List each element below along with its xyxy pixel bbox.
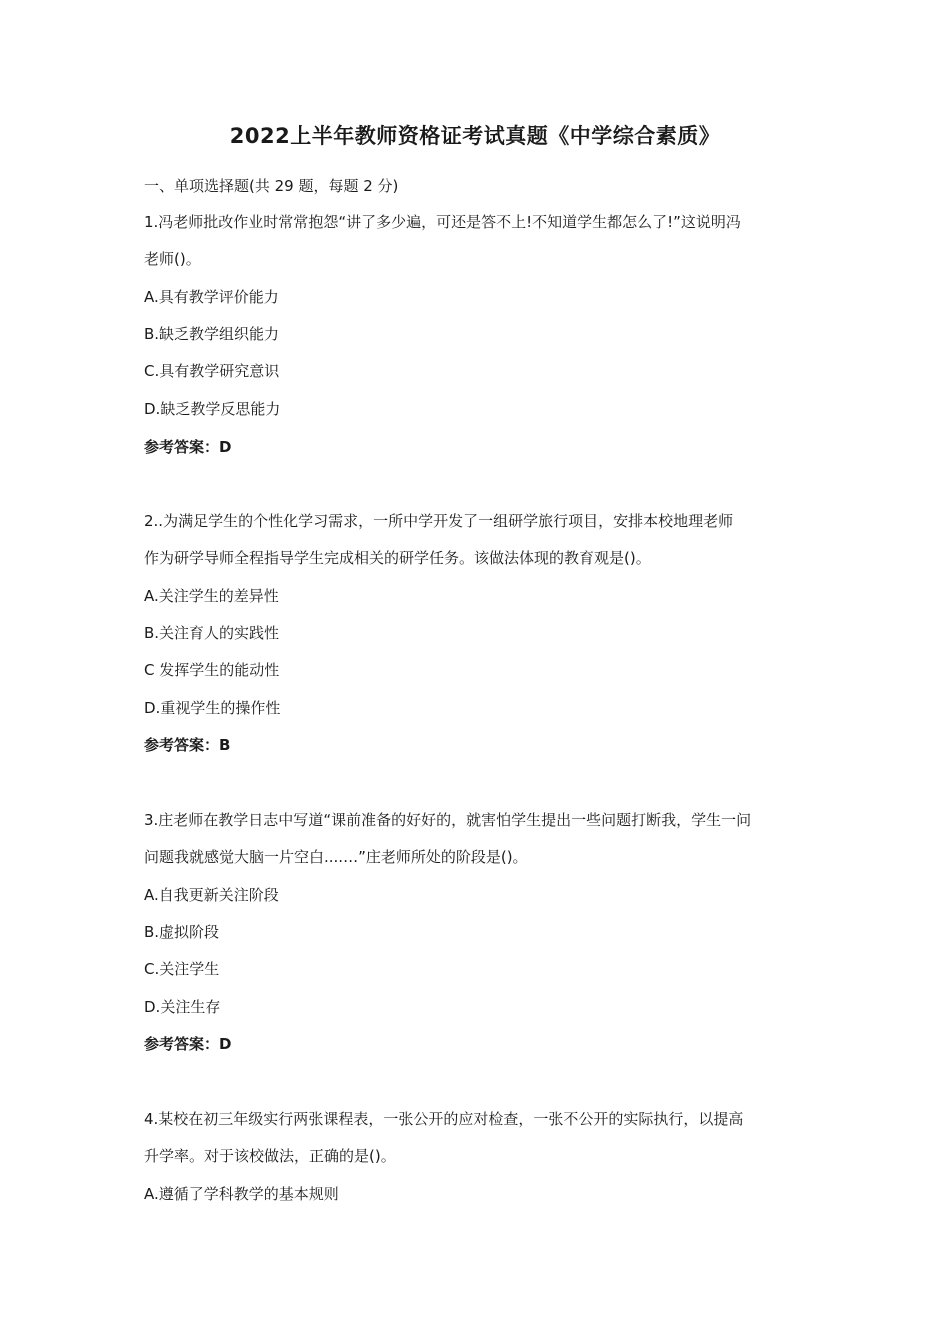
question-stem-line: 1.冯老师批改作业时常常抱怨“讲了多少遍，可还是答不上!不知道学生都怎么了!”这说明冯 xyxy=(144,213,741,231)
question-stem-line: 老师()。 xyxy=(144,250,201,268)
page-title: 2022上半年教师资格证考试真题《中学综合素质》 xyxy=(229,124,721,148)
section-heading: 一、单项选择题(共 29 题，每题 2 分) xyxy=(144,177,399,195)
option-a: A.具有教学评价能力 xyxy=(144,288,279,306)
option-b: B.关注育人的实践性 xyxy=(144,624,280,642)
option-d: D.重视学生的操作性 xyxy=(144,699,281,717)
answer: 参考答案：D xyxy=(144,1035,232,1053)
question-stem-line: 升学率。对于该校做法，正确的是()。 xyxy=(144,1147,396,1165)
option-b: B.虚拟阶段 xyxy=(144,923,220,941)
option-a: A.自我更新关注阶段 xyxy=(144,886,279,904)
question-stem-line: 问题我就感觉大脑一片空白....…”庄老师所处的阶段是()。 xyxy=(144,848,528,866)
question-stem-line: 作为研学导师全程指导学生完成相关的研学任务。该做法体现的教育观是()。 xyxy=(144,549,651,567)
question-stem-line: 4.某校在初三年级实行两张课程表，一张公开的应对检查，一张不公开的实际执行，以提高 xyxy=(144,1110,744,1128)
question-stem-line: 2..为满足学生的个性化学习需求，一所中学开发了一组研学旅行项目，安排本校地理老师 xyxy=(144,512,734,530)
answer: 参考答案：D xyxy=(144,438,232,456)
option-b: B.缺乏教学组织能力 xyxy=(144,325,280,343)
option-c: C.具有教学研究意识 xyxy=(144,362,280,380)
option-a: A.关注学生的差异性 xyxy=(144,587,279,605)
answer: 参考答案：B xyxy=(144,736,231,754)
question-stem-line: 3.庄老师在教学日志中写道“课前准备的好好的，就害怕学生提出一些问题打断我，学生一问 xyxy=(144,811,752,829)
option-d: D.关注生存 xyxy=(144,998,221,1016)
option-d: D.缺乏教学反思能力 xyxy=(144,400,281,418)
option-c: C 发挥学生的能动性 xyxy=(144,661,280,679)
option-a: A.遵循了学科教学的基本规则 xyxy=(144,1185,339,1203)
option-c: C.关注学生 xyxy=(144,960,220,978)
